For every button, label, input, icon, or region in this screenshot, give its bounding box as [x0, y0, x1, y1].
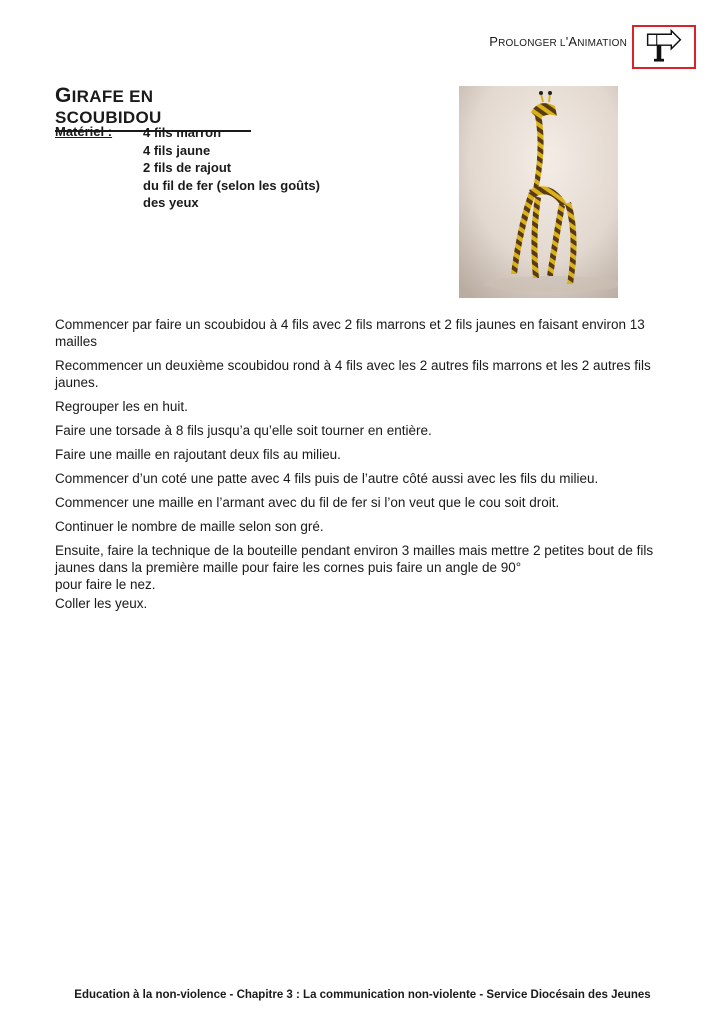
instructions: [55, 316, 675, 619]
material-item: 2 fils de rajout: [143, 160, 232, 175]
materials-label: Matériel :: [55, 124, 113, 139]
instruction-step: Regrouper les en huit.: [55, 399, 188, 414]
signpost-arrow-icon: [634, 27, 694, 67]
signpost-logo[interactable]: [632, 25, 696, 69]
instruction-step: Faire une torsade à 8 fils jusqu’a qu’elle soit tourner en entière.: [55, 423, 432, 438]
page-title: GIRAFE EN SCOUBIDOU: [55, 84, 251, 132]
material-item: des yeux: [143, 195, 199, 210]
giraffe-photo: [459, 86, 618, 298]
instruction-step: Commencer par faire un scoubidou à 4 fils avec 2 fils marrons et 2 fils jaunes en faisant environ 13 mailles: [55, 317, 645, 349]
material-item: 4 fils jaune: [143, 142, 211, 158]
instruction-step: Faire une maille en rajoutant deux fils au milieu.: [55, 447, 341, 462]
instruction-step: Recommencer un deuxième scoubidou rond à 4 fils avec les 2 autres fils marrons et les 2 autres fils jaunes.: [55, 358, 651, 390]
instruction-step: Commencer d’un coté une patte avec 4 fils puis de l’autre côté aussi avec les fils du milieu.: [55, 471, 599, 486]
instruction-step: pour faire le nez.: [55, 577, 156, 592]
instruction-step: Coller les yeux.: [55, 596, 148, 611]
instruction-step: Ensuite, faire la technique de la bouteille pendant environ 3 mailles mais mettre 2 petites bout de fils jaunes dans la première maille pour faire les cornes puis faire un angle de 90°: [55, 543, 654, 575]
material-item: du fil de fer (selon les goûts): [143, 177, 320, 193]
material-item: 4 fils marron: [143, 125, 222, 140]
instruction-step: Commencer une maille en l’armant avec du fil de fer si l’on veut que le cou soit droit.: [55, 495, 560, 510]
page-footer: Education à la non-violence - Chapitre 3 : La communication non-violente - Service Diocésain des Jeunes: [74, 989, 651, 1001]
section-header: PROLONGER L'ANIMATION: [489, 34, 627, 49]
instruction-step: Continuer le nombre de maille selon son gré.: [55, 519, 324, 534]
